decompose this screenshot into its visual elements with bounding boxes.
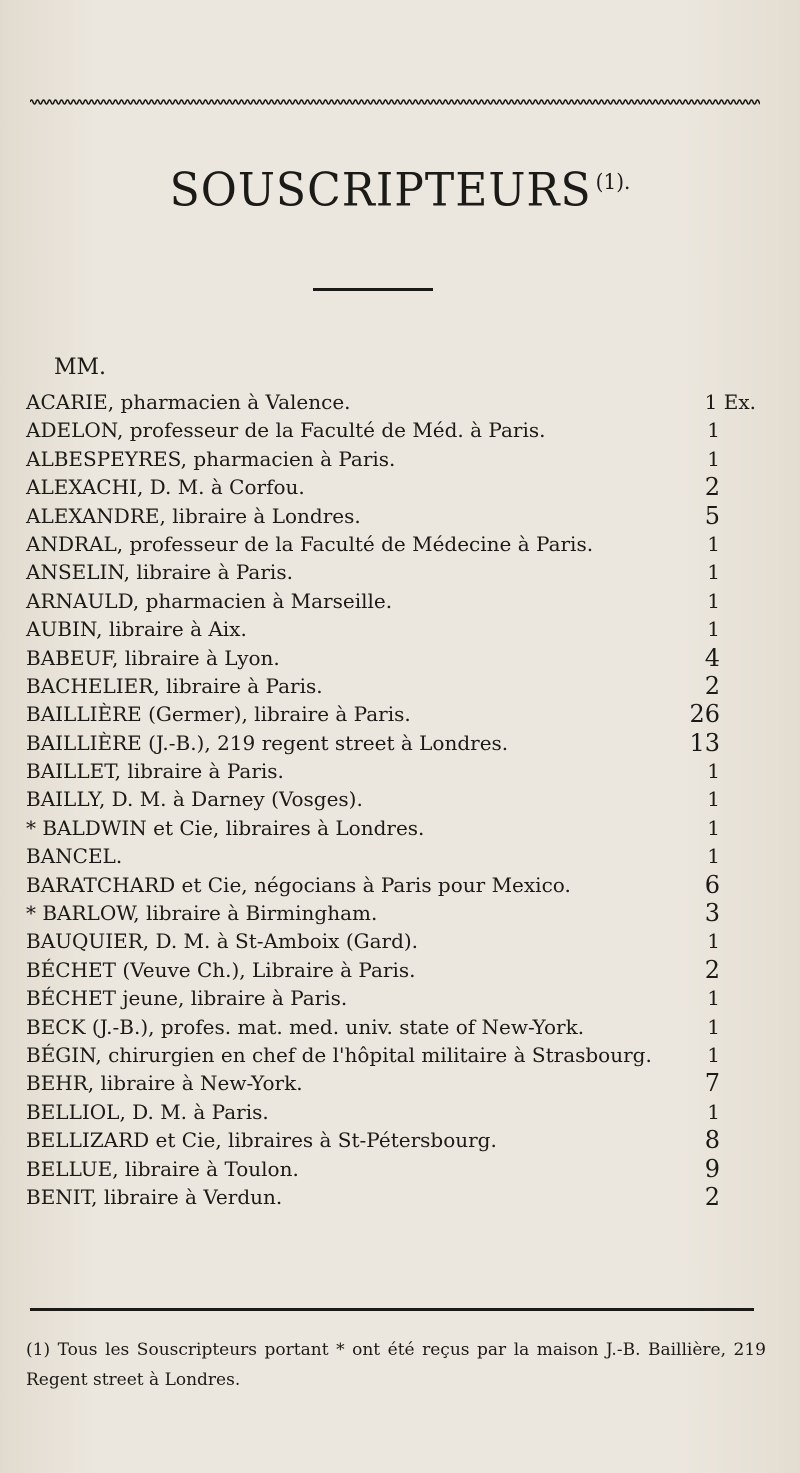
salutation: MM. <box>54 355 107 380</box>
copies-count: 6 <box>704 870 720 899</box>
subscriber-entry: BELLUE, libraire à Toulon. <box>26 1156 299 1181</box>
copies-count: 7 <box>704 1069 720 1098</box>
list-item <box>0 700 800 728</box>
copies-count: 1 <box>707 418 720 443</box>
copies-count: 1 <box>707 560 720 585</box>
list-item <box>0 1098 800 1126</box>
list-item <box>0 445 800 473</box>
subscriber-entry: BELLIZARD et Cie, libraires à St-Pétersbourg. <box>26 1128 497 1153</box>
subscriber-entry: ALEXACHI, D. M. à Corfou. <box>26 475 305 500</box>
subscriber-entry: BELLIOL, D. M. à Paris. <box>26 1099 269 1124</box>
list-item <box>0 729 800 757</box>
list-item <box>0 927 800 955</box>
copies-count: 26 <box>689 700 720 729</box>
list-item <box>0 558 800 586</box>
copies-count: 2 <box>704 1182 720 1211</box>
copies-count: 1 <box>707 531 720 556</box>
subscriber-entry: BARATCHARD et Cie, négocians à Paris pour Mexico. <box>26 872 571 897</box>
subscriber-entry: AUBIN, libraire à Aix. <box>26 617 247 642</box>
subscriber-entry: BAILLIÈRE (Germer), libraire à Paris. <box>26 702 411 727</box>
subscriber-entry: BÉCHET jeune, libraire à Paris. <box>26 986 348 1011</box>
list-item <box>0 1013 800 1041</box>
ornamental-rule <box>30 98 760 106</box>
page-title <box>0 164 800 218</box>
subscriber-entry: BAILLET, libraire à Paris. <box>26 759 284 784</box>
copies-count: 1 Ex. <box>704 390 756 414</box>
subscriber-entry: BACHELIER, libraire à Paris. <box>26 673 323 698</box>
copies-count: 1 <box>707 1042 720 1067</box>
copies-count: 1 <box>707 446 720 471</box>
list-item <box>0 672 800 700</box>
subscriber-entry: BÉGIN, chirurgien en chef de l'hôpital militaire à Strasbourg. <box>26 1042 652 1067</box>
subscriber-entry: ALBESPEYRES, pharmacien à Paris. <box>26 446 396 471</box>
list-item <box>0 871 800 899</box>
copies-count: 1 <box>707 787 720 812</box>
copies-count: 1 <box>707 1014 720 1039</box>
subscriber-list <box>0 388 800 1211</box>
list-item <box>0 1069 800 1097</box>
subscriber-entry: BANCEL. <box>26 844 123 869</box>
subscriber-entry: BEHR, libraire à New-York. <box>26 1071 303 1096</box>
copies-count: 13 <box>689 728 720 757</box>
list-item <box>0 899 800 927</box>
copies-count: 1 <box>707 844 720 869</box>
copies-count: 1 <box>707 759 720 784</box>
list-item <box>0 785 800 813</box>
copies-count: 1 <box>707 588 720 613</box>
list-item <box>0 984 800 1012</box>
title-divider <box>313 288 433 291</box>
copies-count: 8 <box>704 1126 720 1155</box>
title-footnote-mark: (1). <box>595 169 631 195</box>
copies-count: 2 <box>704 671 720 700</box>
copies-count: 1 <box>707 815 720 840</box>
list-item <box>0 842 800 870</box>
list-item <box>0 502 800 530</box>
list-item <box>0 757 800 785</box>
copies-count: 1 <box>707 929 720 954</box>
copies-count: 1 <box>707 986 720 1011</box>
subscriber-entry: ARNAULD, pharmacien à Marseille. <box>26 588 393 613</box>
copies-count: 2 <box>704 473 720 502</box>
list-item <box>0 1041 800 1069</box>
list-item <box>0 530 800 558</box>
footnote: (1) Tous les Souscripteurs portant * ont été reçus par la maison J.-B. Baillière, 219 Regent street à Londres. <box>26 1340 766 1390</box>
subscriber-entry: ANDRAL, professeur de la Faculté de Médecine à Paris. <box>26 531 594 556</box>
subscriber-entry: * BALDWIN et Cie, libraires à Londres. <box>26 815 425 840</box>
subscriber-entry: BENIT, libraire à Verdun. <box>26 1184 283 1209</box>
subscriber-entry: * BARLOW, libraire à Birmingham. <box>26 901 378 926</box>
subscriber-entry: BÉCHET (Veuve Ch.), Libraire à Paris. <box>26 957 416 982</box>
list-item <box>0 1183 800 1211</box>
subscriber-entry: ANSELIN, libraire à Paris. <box>26 560 293 585</box>
title-text: SOUSCRIPTEURS <box>169 163 592 218</box>
list-item <box>0 1155 800 1183</box>
list-item <box>0 388 800 416</box>
footnote-divider <box>30 1308 754 1311</box>
copies-count: 2 <box>704 955 720 984</box>
copies-count: 1 <box>707 1099 720 1124</box>
list-item <box>0 814 800 842</box>
copies-count: 9 <box>704 1154 720 1183</box>
copies-count: 3 <box>704 899 720 928</box>
copies-count: 5 <box>704 501 720 530</box>
list-item <box>0 473 800 501</box>
list-item <box>0 644 800 672</box>
subscriber-entry: BAUQUIER, D. M. à St-Amboix (Gard). <box>26 929 419 954</box>
subscriber-entry: ADELON, professeur de la Faculté de Méd. à Paris. <box>26 418 546 443</box>
list-item <box>0 615 800 643</box>
subscriber-entry: ACARIE, pharmacien à Valence. <box>26 390 351 414</box>
subscriber-entry: BECK (J.-B.), profes. mat. med. univ. state of New-York. <box>26 1014 585 1039</box>
list-item <box>0 1126 800 1154</box>
subscriber-entry: ALEXANDRE, libraire à Londres. <box>26 503 361 528</box>
list-item <box>0 416 800 444</box>
subscriber-entry: BAILLIÈRE (J.-B.), 219 regent street à Londres. <box>26 730 509 755</box>
subscriber-entry: BAILLY, D. M. à Darney (Vosges). <box>26 787 363 812</box>
list-item <box>0 956 800 984</box>
subscriber-entry: BABEUF, libraire à Lyon. <box>26 645 280 670</box>
copies-count: 4 <box>704 643 720 672</box>
list-item <box>0 587 800 615</box>
copies-count: 1 <box>707 617 720 642</box>
